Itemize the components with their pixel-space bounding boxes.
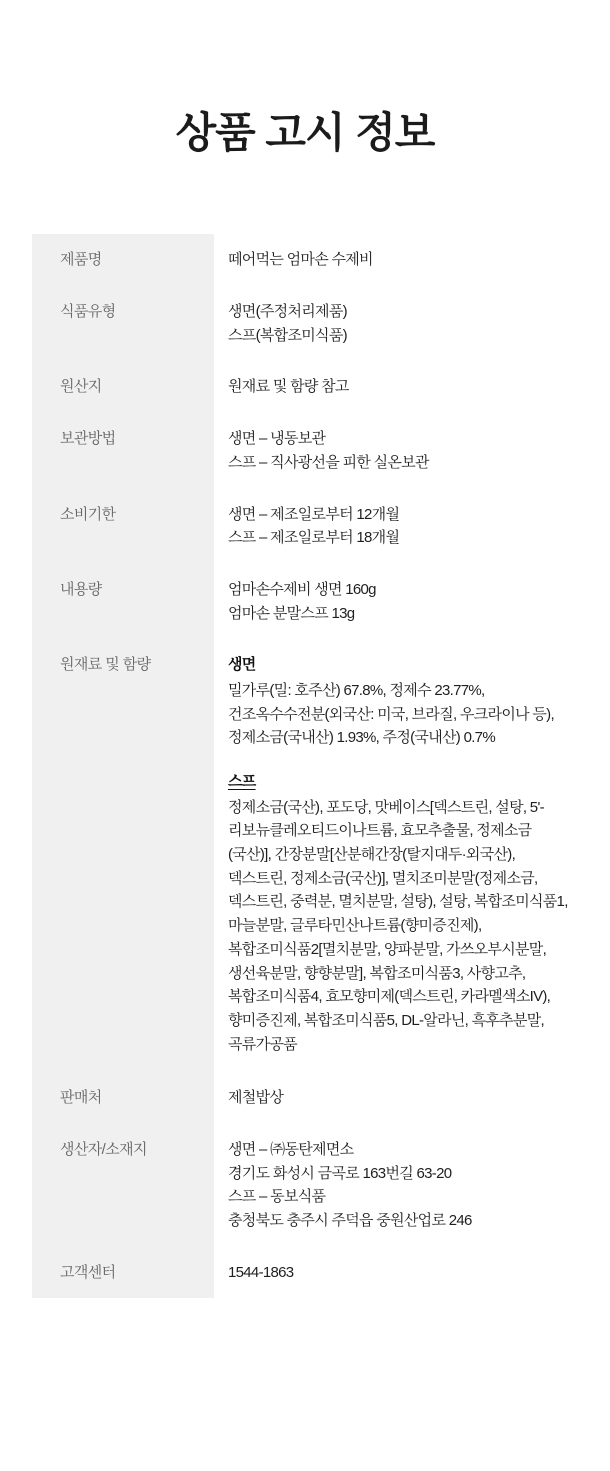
row-value-volume — [214, 564, 578, 639]
row-value-food-type — [214, 286, 578, 361]
table-row — [32, 1247, 578, 1299]
table-row-ingredients — [32, 639, 578, 1072]
row-label-ingredients: 원재료 및 함량 — [32, 639, 214, 1072]
ingredient-body-noodle: 밀가루(밀: 호주산) 67.8%, 정제수 23.77%, 건조옥수수전분(외국산: 미국, 브라질, 우크라이나 등), 정제소금(국내산) 1.93%, 주정(국내산) 0.7% — [228, 681, 554, 747]
page-title: 상품 고시 정보 — [175, 109, 435, 156]
row-label-food-type: 식품유형 — [32, 286, 214, 361]
row-label-product-name: 제품명 — [32, 234, 214, 286]
row-value-manufacturer — [214, 1124, 578, 1247]
table-row — [32, 489, 578, 564]
row-value-storage — [214, 413, 578, 488]
row-label-manufacturer: 생산자/소재지 — [32, 1124, 214, 1247]
value-line: 생면(주정처리제품) — [228, 303, 347, 321]
value-line: 떼어먹는 엄마손 수제비 — [228, 251, 373, 269]
ingredient-heading-noodle: 생면 — [228, 656, 256, 674]
row-value-product-name — [214, 234, 578, 286]
value-line: 원재료 및 함량 참고 — [228, 378, 349, 396]
value-line: 엄마손 분말스프 13g — [228, 604, 355, 622]
table-row — [32, 564, 578, 639]
row-value-ingredients — [214, 639, 578, 1072]
row-label-seller: 판매처 — [32, 1072, 214, 1124]
ingredient-gap — [228, 750, 572, 770]
ingredient-body-soup: 정제소금(국산), 포도당, 맛베이스[덱스트린, 설탕, 5'-리보뉴클레오티드이나트륨, 효모추출물, 정제소금(국산)], 간장분말[산분해간장(탈지대두·외국산), 덱스트린, 정제소금(국산)], 멸치조미분말(정제소금, 덱스트린, 중력분, 멸치분말, 설탕), 설탕, 복합조미식품1, 마늘분말, 글루타민산나트륨(향미증진제), 복합조미식품2[멸치분말, 양파분말, 가쓰오부시분말, 생선육분말, 향향분말], 복합조미식품3, 사향고추, 복합조미식품4, 효모향미제(덱스트린, 카라멜색소IV), 향미증진제, 복합조미식품5, DL-알라닌, 흑후추분말, 곡류가공품 — [228, 798, 568, 1053]
value-line: 생면 – 냉동보관 — [228, 430, 326, 448]
value-line: 충청북도 충주시 주덕읍 중원산업로 246 — [228, 1212, 472, 1230]
table-row — [32, 234, 578, 286]
row-label-volume: 내용량 — [32, 564, 214, 639]
value-line: 스프 – 직사광선을 피한 실온보관 — [228, 453, 429, 471]
value-line: 생면 – ㈜동탄제면소 — [228, 1140, 354, 1158]
row-label-expiry: 소비기한 — [32, 489, 214, 564]
row-label-origin: 원산지 — [32, 361, 214, 413]
value-line: 1544-1863 — [228, 1263, 294, 1281]
value-line: 스프(복합조미식품) — [228, 326, 347, 344]
row-label-customer-center: 고객센터 — [32, 1247, 214, 1299]
row-value-expiry — [214, 489, 578, 564]
value-line: 생면 – 제조일로부터 12개월 — [228, 505, 400, 523]
row-value-seller — [214, 1072, 578, 1124]
table-row — [32, 413, 578, 488]
row-label-storage: 보관방법 — [32, 413, 214, 488]
value-line: 엄마손수제비 생면 160g — [228, 580, 376, 598]
value-line: 스프 – 동보식품 — [228, 1188, 326, 1206]
row-value-origin — [214, 361, 578, 413]
ingredient-heading-soup: 스프 — [228, 773, 256, 791]
value-line: 스프 – 제조일로부터 18개월 — [228, 529, 400, 547]
table-row — [32, 1124, 578, 1247]
table-row — [32, 286, 578, 361]
table-row — [32, 1072, 578, 1124]
value-line: 제철밥상 — [228, 1089, 284, 1107]
table-row — [32, 361, 578, 413]
value-line: 경기도 화성시 금곡로 163번길 63-20 — [228, 1164, 452, 1182]
row-value-customer-center — [214, 1247, 578, 1299]
product-info-table — [32, 234, 578, 1298]
